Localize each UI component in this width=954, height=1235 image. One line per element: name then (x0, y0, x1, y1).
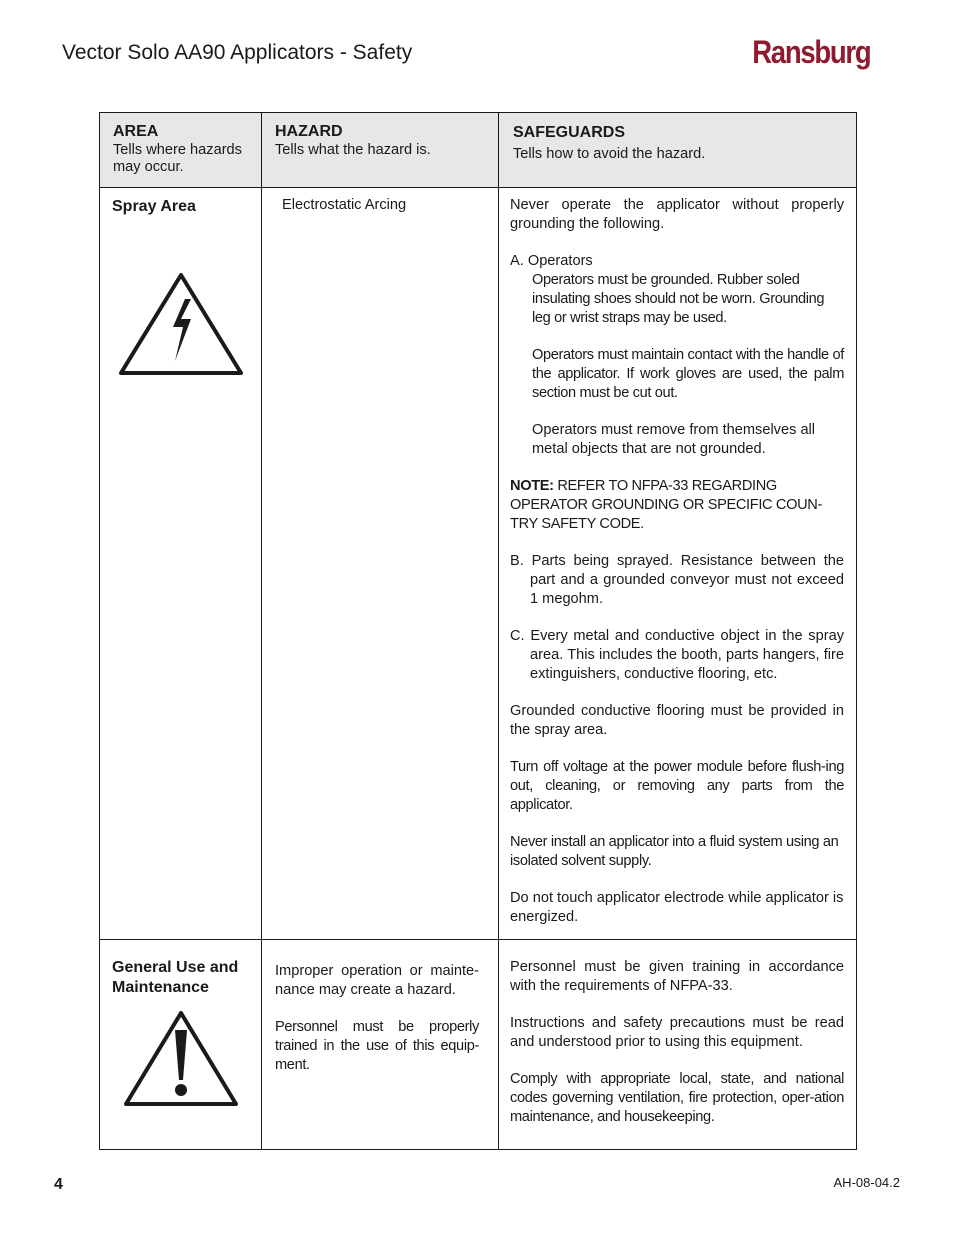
safeguard-a-text: Operators must maintain contact with the handle of the applicator. If work gloves are used, the palm section must be cut out. (532, 347, 844, 401)
safeguard-paragraph: Instructions and safety precautions must be read and understood prior to using this equipment. (510, 1015, 844, 1050)
safeguard-paragraph: Never install an applicator into a fluid system using an isolated solvent supply. (510, 834, 839, 869)
area-cell (100, 940, 262, 1150)
document-code: AH-08-04.2 (833, 1175, 900, 1190)
hazard-cell (262, 188, 499, 940)
hazard-text: Electrostatic Arcing (282, 197, 407, 213)
safeguard-paragraph: Grounded conductive flooring must be provided in the spray area. (510, 703, 844, 738)
safeguard-paragraph: Personnel must be given training in accordance with the requirements of NFPA-33. (510, 959, 844, 994)
table-row (100, 940, 857, 1150)
document-title: Vector Solo AA90 Applicators - Safety (62, 41, 413, 64)
table-row (100, 188, 857, 940)
hazard-cell (262, 940, 499, 1150)
exclamation-warning-icon (122, 1008, 249, 1108)
note-text: REFER TO NFPA-33 REGARDING OPERATOR GROUNDING OR SPECIFIC COUN-TRY SAFETY CODE. (510, 478, 822, 532)
safeguards-cell (499, 940, 857, 1150)
note-label: NOTE: (510, 478, 554, 494)
header-area: AREA Tells where hazards may occur. (100, 113, 262, 188)
safeguard-paragraph: Comply with appropriate local, state, and national codes governing ventilation, fire protection, oper-ation maintenance, and housekeeping. (510, 1071, 844, 1125)
high-voltage-warning-icon (117, 269, 249, 377)
safeguard-paragraph: Do not touch applicator electrode while applicator is energized. (510, 890, 844, 925)
page-number: 4 (54, 1176, 63, 1193)
header-safeguards: SAFEGUARDS Tells how to avoid the hazard. (499, 113, 857, 188)
safeguard-a-text: Operators must remove from themselves all metal objects that are not grounded. (532, 422, 816, 457)
safety-table (99, 112, 857, 1150)
safeguard-note (510, 477, 844, 534)
hazard-text: Improper operation or mainte-nance may create a hazard. (275, 963, 479, 998)
table-header-row (100, 113, 857, 188)
safeguard-intro: Never operate the applicator without properly grounding the following. (510, 197, 844, 232)
hazard-text: Personnel must be properly trained in the use of this equip-ment. (275, 1019, 479, 1073)
safeguard-a-label: A. Operators (510, 253, 593, 269)
safeguard-paragraph: Turn off voltage at the power module before flush-ing out, cleaning, or removing any parts from the applicator. (510, 759, 844, 813)
safeguard-a-text: Operators must be grounded. Rubber soled insulating shoes should not be worn. Grounding leg or wrist straps may be used. (532, 272, 825, 326)
safeguards-cell (499, 188, 857, 940)
brand-logo: Ransburg (751, 34, 870, 70)
safeguard-c-text: C. Every metal and conductive object in the spray area. This includes the booth, parts hangers, fire extinguishers, conductive flooring, etc. (510, 628, 844, 682)
area-name: Spray Area (112, 198, 196, 215)
header-hazard: HAZARD Tells what the hazard is. (262, 113, 499, 188)
safeguard-b-text: B. Parts being sprayed. Resistance between the part and a grounded conveyor must not exceed 1 megohm. (510, 553, 844, 607)
area-cell (100, 188, 262, 940)
area-name: General Use and Maintenance (112, 959, 239, 996)
